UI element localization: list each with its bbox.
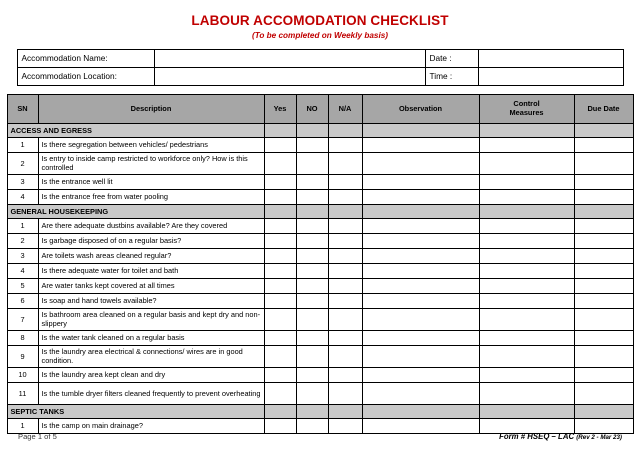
no-checkbox-cell[interactable] [296, 174, 328, 189]
control-measures-input-cell[interactable] [479, 278, 574, 293]
row-description: Are there adequate dustbins available? Are they covered [38, 218, 264, 233]
yes-checkbox-cell[interactable] [264, 293, 296, 308]
due-date-input-cell[interactable] [574, 367, 633, 382]
table-row [7, 218, 633, 233]
accommodation-name-label: Accommodation Name: [17, 49, 154, 67]
no-checkbox-cell[interactable] [296, 330, 328, 345]
row-description: Is the laundry area kept clean and dry [38, 367, 264, 382]
due-date-input-cell[interactable] [574, 189, 633, 204]
observation-input-cell[interactable] [362, 367, 479, 382]
due-date-input-cell[interactable] [574, 293, 633, 308]
due-date-input-cell[interactable] [574, 137, 633, 152]
row-description: Is the entrance free from water pooling [38, 189, 264, 204]
yes-checkbox-cell[interactable] [264, 248, 296, 263]
section-header-label: GENERAL HOUSEKEEPING [7, 204, 264, 218]
row-serial-number: 1 [7, 418, 38, 433]
table-row [7, 248, 633, 263]
section-header-cell-yes [264, 404, 296, 418]
row-description: Is there segregation between vehicles/ pedestrians [38, 137, 264, 152]
section-header-cell-na [328, 204, 362, 218]
observation-input-cell[interactable] [362, 137, 479, 152]
footer-form-id [499, 432, 622, 441]
observation-input-cell[interactable] [362, 263, 479, 278]
table-row [7, 233, 633, 248]
no-checkbox-cell[interactable] [296, 263, 328, 278]
table-row [7, 189, 633, 204]
column-header-sn: SN [7, 94, 38, 123]
column-header-na: N/A [328, 94, 362, 123]
observation-input-cell[interactable] [362, 278, 479, 293]
row-serial-number: 11 [7, 382, 38, 404]
section-header-cell-no [296, 123, 328, 137]
due-date-input-cell[interactable] [574, 382, 633, 404]
yes-checkbox-cell[interactable] [264, 263, 296, 278]
row-description: Is there adequate water for toilet and bath [38, 263, 264, 278]
table-row [7, 293, 633, 308]
control-measures-input-cell[interactable] [479, 218, 574, 233]
accommodation-location-row [17, 67, 623, 85]
yes-checkbox-cell[interactable] [264, 137, 296, 152]
due-date-input-cell[interactable] [574, 233, 633, 248]
table-row [7, 263, 633, 278]
yes-checkbox-cell[interactable] [264, 278, 296, 293]
yes-checkbox-cell[interactable] [264, 367, 296, 382]
section-header-cell-due-date [574, 404, 633, 418]
table-row [7, 137, 633, 152]
no-checkbox-cell[interactable] [296, 233, 328, 248]
na-checkbox-cell[interactable] [328, 293, 362, 308]
table-row [7, 367, 633, 382]
no-checkbox-cell[interactable] [296, 248, 328, 263]
yes-checkbox-cell[interactable] [264, 174, 296, 189]
checklist-table-body [7, 123, 633, 433]
na-checkbox-cell[interactable] [328, 345, 362, 367]
yes-checkbox-cell[interactable] [264, 218, 296, 233]
section-header-row [7, 404, 633, 418]
due-date-input-cell[interactable] [574, 263, 633, 278]
page-subtitle: (To be completed on Weekly basis) [251, 30, 389, 40]
control-measures-input-cell[interactable] [479, 137, 574, 152]
due-date-input-cell[interactable] [574, 278, 633, 293]
row-description: Is bathroom area cleaned on a regular basis and kept dry and non-slippery [38, 308, 264, 330]
observation-input-cell[interactable] [362, 189, 479, 204]
control-measures-input-cell[interactable] [479, 345, 574, 367]
table-header-row [7, 94, 633, 123]
section-header-cell-no [296, 204, 328, 218]
row-description: Is the entrance well lit [38, 174, 264, 189]
section-header-cell-observation [362, 404, 479, 418]
na-checkbox-cell[interactable] [328, 278, 362, 293]
section-header-cell-control-measures [479, 204, 574, 218]
na-checkbox-cell[interactable] [328, 382, 362, 404]
row-description: Is entry to inside camp restricted to workforce only? How is this controlled [38, 152, 264, 174]
control-measures-input-cell[interactable] [479, 152, 574, 174]
na-checkbox-cell[interactable] [328, 233, 362, 248]
section-header-cell-observation [362, 123, 479, 137]
row-description: Are water tanks kept covered at all times [38, 278, 264, 293]
control-measures-input-cell[interactable] [479, 189, 574, 204]
row-serial-number: 1 [7, 137, 38, 152]
no-checkbox-cell[interactable] [296, 152, 328, 174]
date-field[interactable] [478, 49, 623, 67]
observation-input-cell[interactable] [362, 382, 479, 404]
no-checkbox-cell[interactable] [296, 189, 328, 204]
na-checkbox-cell[interactable] [328, 218, 362, 233]
section-header-cell-due-date [574, 204, 633, 218]
row-serial-number: 3 [7, 248, 38, 263]
row-description: Is garbage disposed of on a regular basis? [38, 233, 264, 248]
na-checkbox-cell[interactable] [328, 248, 362, 263]
row-serial-number: 5 [7, 278, 38, 293]
control-measures-input-cell[interactable] [479, 308, 574, 330]
section-header-label: SEPTIC TANKS [7, 404, 264, 418]
control-measures-input-cell[interactable] [479, 248, 574, 263]
section-header-cell-no [296, 404, 328, 418]
no-checkbox-cell[interactable] [296, 308, 328, 330]
control-measures-line-2: Measures [509, 107, 544, 117]
row-serial-number: 4 [7, 263, 38, 278]
checklist-table [7, 94, 634, 434]
no-checkbox-cell[interactable] [296, 293, 328, 308]
table-row [7, 278, 633, 293]
row-serial-number: 4 [7, 189, 38, 204]
row-description: Is soap and hand towels available? [38, 293, 264, 308]
column-header-control-measures [479, 94, 574, 123]
column-header-yes: Yes [264, 94, 296, 123]
due-date-input-cell[interactable] [574, 345, 633, 367]
section-header-row [7, 123, 633, 137]
observation-input-cell[interactable] [362, 293, 479, 308]
na-checkbox-cell[interactable] [328, 308, 362, 330]
accommodation-location-label: Accommodation Location: [17, 67, 154, 85]
na-checkbox-cell[interactable] [328, 263, 362, 278]
yes-checkbox-cell[interactable] [264, 152, 296, 174]
yes-checkbox-cell[interactable] [264, 330, 296, 345]
yes-checkbox-cell[interactable] [264, 345, 296, 367]
observation-input-cell[interactable] [362, 233, 479, 248]
row-description: Is the laundry area electrical & connections/ wires are in good condition. [38, 345, 264, 367]
due-date-input-cell[interactable] [574, 218, 633, 233]
row-serial-number: 2 [7, 152, 38, 174]
no-checkbox-cell[interactable] [296, 137, 328, 152]
observation-input-cell[interactable] [362, 174, 479, 189]
checklist-table-header [7, 94, 633, 123]
observation-input-cell[interactable] [362, 345, 479, 367]
date-label: Date : [425, 49, 478, 67]
column-header-observation: Observation [362, 94, 479, 123]
no-checkbox-cell[interactable] [296, 367, 328, 382]
observation-input-cell[interactable] [362, 308, 479, 330]
section-header-cell-na [328, 123, 362, 137]
section-header-cell-control-measures [479, 123, 574, 137]
table-row [7, 152, 633, 174]
row-serial-number: 8 [7, 330, 38, 345]
section-header-cell-due-date [574, 123, 633, 137]
due-date-input-cell[interactable] [574, 174, 633, 189]
observation-input-cell[interactable] [362, 248, 479, 263]
title-block [0, 0, 640, 40]
control-measures-input-cell[interactable] [479, 263, 574, 278]
na-checkbox-cell[interactable] [328, 330, 362, 345]
control-measures-input-cell[interactable] [479, 293, 574, 308]
no-checkbox-cell[interactable] [296, 278, 328, 293]
row-description: Is the camp on main drainage? [38, 418, 264, 433]
table-row [7, 345, 633, 367]
control-measures-input-cell[interactable] [479, 367, 574, 382]
na-checkbox-cell[interactable] [328, 137, 362, 152]
time-field[interactable] [478, 67, 623, 85]
table-row [7, 308, 633, 330]
yes-checkbox-cell[interactable] [264, 189, 296, 204]
page-footer [0, 432, 640, 441]
section-header-cell-control-measures [479, 404, 574, 418]
header-info-table [17, 49, 624, 86]
section-header-row [7, 204, 633, 218]
due-date-input-cell[interactable] [574, 308, 633, 330]
table-row [7, 174, 633, 189]
row-serial-number: 10 [7, 367, 38, 382]
na-checkbox-cell[interactable] [328, 152, 362, 174]
row-description: Is the water tank cleaned on a regular basis [38, 330, 264, 345]
observation-input-cell[interactable] [362, 330, 479, 345]
na-checkbox-cell[interactable] [328, 189, 362, 204]
footer-page-number: Page 1 of 5 [18, 432, 57, 441]
control-measures-input-cell[interactable] [479, 330, 574, 345]
table-row [7, 382, 633, 404]
table-row [7, 330, 633, 345]
row-description: Is the tumble dryer filters cleaned frequently to prevent overheating [38, 382, 264, 404]
due-date-input-cell[interactable] [574, 248, 633, 263]
row-description: Are toilets wash areas cleaned regular? [38, 248, 264, 263]
section-header-label: ACCESS AND EGRESS [7, 123, 264, 137]
na-checkbox-cell[interactable] [328, 367, 362, 382]
row-serial-number: 1 [7, 218, 38, 233]
accommodation-name-row [17, 49, 623, 67]
time-label: Time : [425, 67, 478, 85]
column-header-due-date: Due Date [574, 94, 633, 123]
control-measures-input-cell[interactable] [479, 174, 574, 189]
footer-revision: (Rev 2 - Mar 23) [576, 434, 622, 441]
due-date-input-cell[interactable] [574, 152, 633, 174]
page-title: LABOUR ACCOMODATION CHECKLIST [191, 13, 449, 28]
section-header-cell-yes [264, 123, 296, 137]
due-date-input-cell[interactable] [574, 330, 633, 345]
row-serial-number: 2 [7, 233, 38, 248]
yes-checkbox-cell[interactable] [264, 308, 296, 330]
accommodation-location-field[interactable] [154, 67, 425, 85]
accommodation-name-field[interactable] [154, 49, 425, 67]
control-measures-line-1: Control [513, 99, 540, 109]
observation-input-cell[interactable] [362, 152, 479, 174]
section-header-cell-na [328, 404, 362, 418]
no-checkbox-cell[interactable] [296, 345, 328, 367]
row-serial-number: 6 [7, 293, 38, 308]
row-serial-number: 7 [7, 308, 38, 330]
yes-checkbox-cell[interactable] [264, 382, 296, 404]
section-header-cell-observation [362, 204, 479, 218]
control-measures-input-cell[interactable] [479, 233, 574, 248]
column-header-description: Description [38, 94, 264, 123]
row-serial-number: 3 [7, 174, 38, 189]
section-header-cell-yes [264, 204, 296, 218]
observation-input-cell[interactable] [362, 218, 479, 233]
no-checkbox-cell[interactable] [296, 218, 328, 233]
na-checkbox-cell[interactable] [328, 174, 362, 189]
row-serial-number: 9 [7, 345, 38, 367]
column-header-no: NO [296, 94, 328, 123]
control-measures-input-cell[interactable] [479, 382, 574, 404]
yes-checkbox-cell[interactable] [264, 233, 296, 248]
no-checkbox-cell[interactable] [296, 382, 328, 404]
footer-form-code: Form # HSEQ – LAC [499, 432, 577, 441]
